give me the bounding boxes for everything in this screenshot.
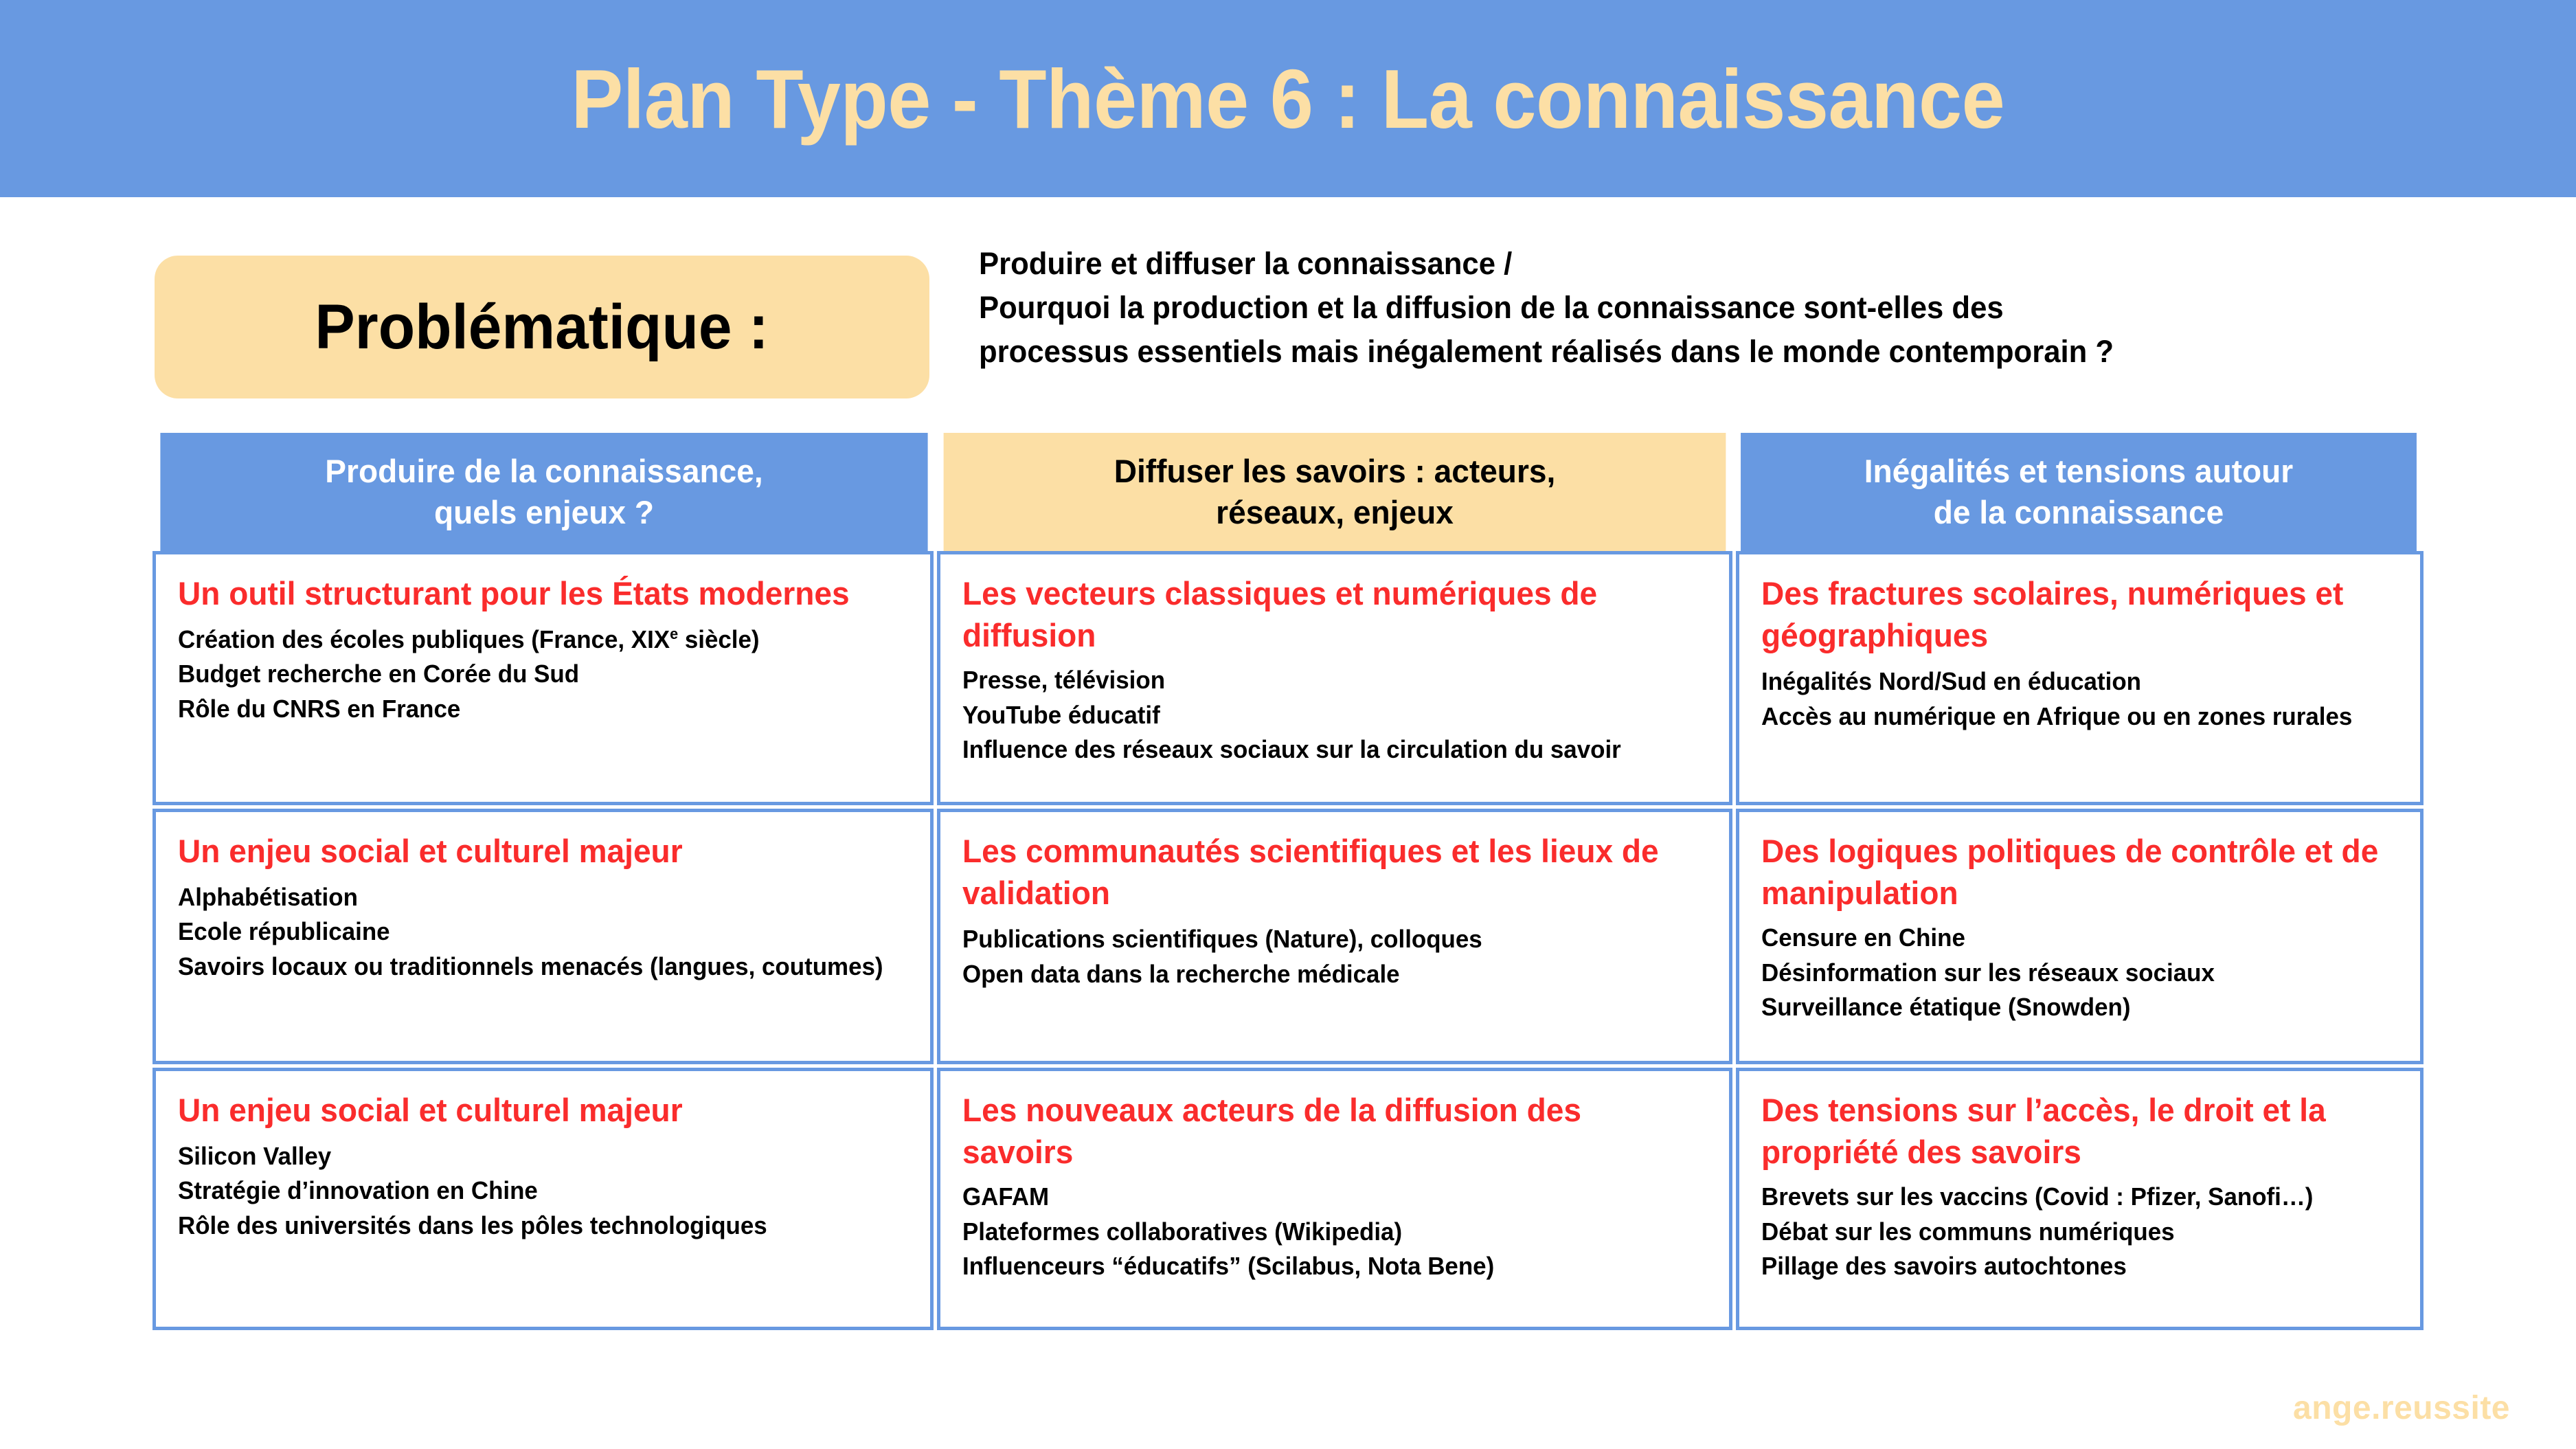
problematique-line-3: processus essentiels mais inégalement réalisés dans le monde contemporain ? [979, 333, 2114, 369]
cell-bullets [1761, 1180, 2380, 1283]
column-header-produire [160, 433, 927, 551]
cell-bullet: Ecole républicaine [178, 917, 390, 946]
column-header-produire-line1: Produire de la connaissance, [325, 452, 763, 489]
cell-bullets [178, 622, 888, 726]
column-header-inegalites-line1: Inégalités et tensions autour [1864, 452, 2294, 489]
cell-bullet: Influenceurs “éducatifs” (Scilabus, Nota Bene) [962, 1251, 1494, 1280]
table-cell [152, 809, 934, 1064]
problematique-badge [155, 256, 929, 398]
cell-bullet: Open data dans la recherche médicale [962, 959, 1400, 988]
column-header-inegalites [1741, 433, 2417, 551]
table-cell [937, 551, 1732, 805]
table-header-row [152, 433, 2424, 551]
table-row [152, 809, 2424, 1064]
cell-bullet: Inégalités Nord/Sud en éducation [1761, 667, 2141, 696]
table-row [152, 551, 2424, 805]
cell-bullet: Accès au numérique en Afrique ou en zones rurales [1761, 701, 2353, 730]
table-cell [1736, 551, 2424, 805]
problematique-line-1: Produire et diffuser la connaissance / [979, 246, 1513, 281]
table-cell [1736, 809, 2424, 1064]
cell-bullet: Rôle du CNRS en France [178, 694, 461, 723]
cell-title: Un enjeu social et culturel majeur [178, 833, 683, 869]
cell-bullet: Savoirs locaux ou traditionnels menacés (langues, coutumes) [178, 952, 883, 980]
cell-title: Des tensions sur l’accès, le droit et la propriété des savoirs [1761, 1092, 2326, 1171]
cell-title: Un enjeu social et culturel majeur [178, 1092, 683, 1128]
cell-bullet: Influence des réseaux sociaux sur la circulation du savoir [962, 734, 1621, 763]
cell-bullet: GAFAM [962, 1182, 1049, 1211]
cell-bullets [178, 1139, 888, 1243]
page-title: Plan Type - Thème 6 : La connaissance [571, 52, 2005, 146]
column-header-produire-line2: quels enjeux ? [434, 494, 654, 530]
cell-bullet: Débat sur les communs numériques [1761, 1217, 2175, 1246]
table-row [152, 1068, 2424, 1330]
table-cell [1736, 1068, 2424, 1330]
column-header-diffuser [944, 433, 1726, 551]
cell-bullet: Presse, télévision [962, 666, 1165, 695]
watermark: ange.reussite [2293, 1390, 2510, 1426]
cell-bullet: Budget recherche en Corée du Sud [178, 660, 580, 688]
cell-title: Les communautés scientifiques et les lieux de validation [962, 833, 1659, 912]
cell-bullet: Création des écoles publiques (France, XIXe siècle) [178, 625, 760, 654]
cell-bullet: Surveillance étatique (Snowden) [1761, 992, 2131, 1021]
problematique-badge-label: Problématique : [315, 291, 769, 362]
table-cell [152, 551, 934, 805]
table-cell [152, 1068, 934, 1330]
plan-table [152, 433, 2424, 1330]
cell-bullet: Silicon Valley [178, 1142, 332, 1171]
cell-bullets [962, 922, 1686, 991]
cell-bullet: YouTube éducatif [962, 700, 1160, 729]
cell-title: Un outil structurant pour les États modernes [178, 575, 850, 611]
cell-bullets [1761, 664, 2380, 734]
cell-title: Les vecteurs classiques et numériques de diffusion [962, 575, 1597, 654]
table-body [152, 551, 2424, 1330]
column-header-inegalites-line2: de la connaissance [1933, 494, 2224, 530]
cell-title: Les nouveaux acteurs de la diffusion des savoirs [962, 1092, 1581, 1171]
column-header-diffuser-line1: Diffuser les savoirs : acteurs, [1114, 452, 1556, 489]
cell-bullets [178, 880, 888, 984]
problematique-text [979, 242, 2465, 374]
cell-bullet: Brevets sur les vaccins (Covid : Pfizer, Sanofi…) [1761, 1182, 2314, 1211]
header-banner [0, 0, 2576, 197]
column-header-diffuser-line2: réseaux, enjeux [1216, 494, 1454, 530]
cell-bullet: Désinformation sur les réseaux sociaux [1761, 958, 2215, 987]
cell-bullets [962, 663, 1686, 767]
cell-bullet: Publications scientifiques (Nature), colloques [962, 925, 1482, 954]
cell-bullets [962, 1180, 1686, 1283]
cell-bullets [1761, 921, 2380, 1024]
cell-title: Des fractures scolaires, numériques et géographiques [1761, 575, 2344, 654]
cell-bullet: Rôle des universités dans les pôles technologiques [178, 1211, 767, 1239]
table-cell [937, 809, 1732, 1064]
table-cell [937, 1068, 1732, 1330]
cell-bullet: Pillage des savoirs autochtones [1761, 1251, 2127, 1280]
cell-bullet: Stratégie d’innovation en Chine [178, 1176, 538, 1205]
cell-bullet: Plateformes collaboratives (Wikipedia) [962, 1217, 1402, 1246]
cell-title: Des logiques politiques de contrôle et de manipulation [1761, 833, 2379, 912]
cell-bullet: Alphabétisation [178, 883, 358, 912]
problematique-line-2: Pourquoi la production et la diffusion de la connaissance sont-elles des [979, 289, 2004, 325]
cell-bullet: Censure en Chine [1761, 923, 1965, 952]
